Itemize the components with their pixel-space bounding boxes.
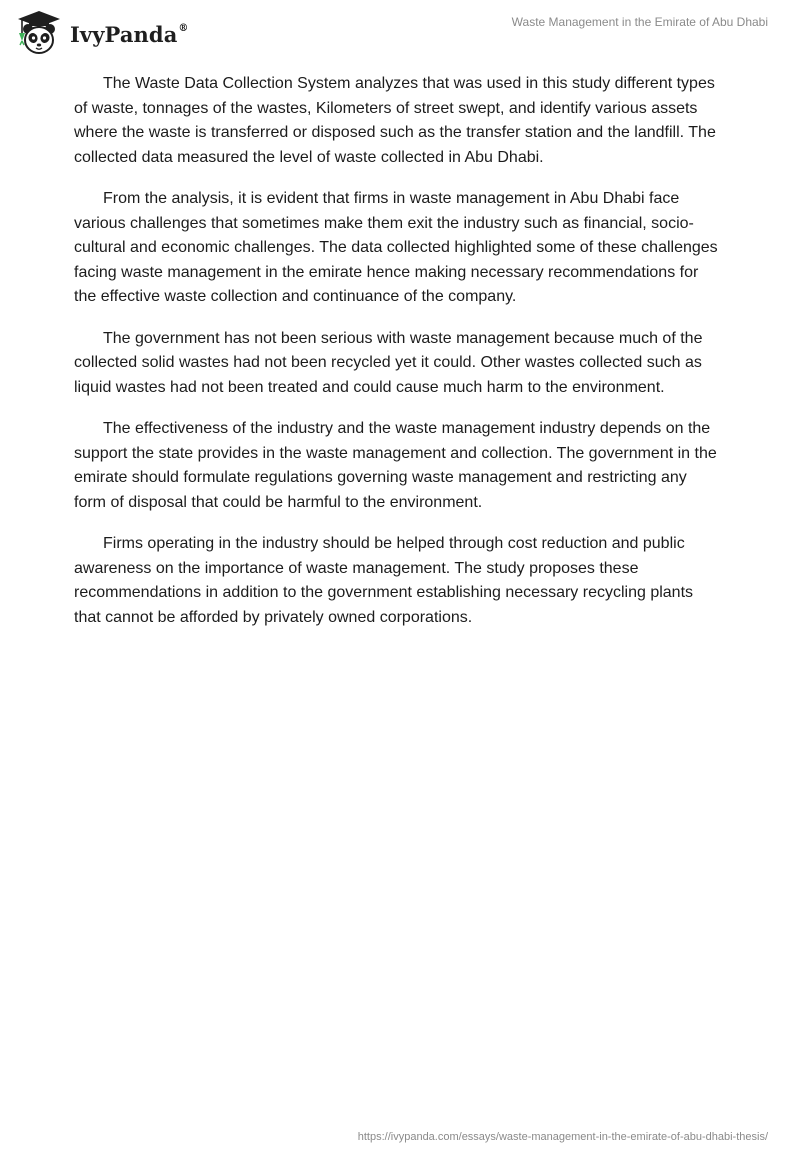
paragraph: From the analysis, it is evident that firms in waste management in Abu Dhabi face various challenges that sometimes make them exit the industry such as financial, socio-cultural and economic challenges. The data collected highlighted some of these challenges facing waste management in the emirate hence making necessary recommendations for the effective waste collection and continuance of the company.: [74, 190, 718, 305]
paragraph: The government has not been serious with waste management because much of the collected solid wastes had not been recycled yet it could. Other wastes collected such as liquid wastes had not been treated and could cause much harm to the environment.: [74, 329, 703, 396]
ivypanda-logo[interactable]: [14, 8, 189, 58]
paragraph: The effectiveness of the industry and the waste management industry depends on the support the state provides in the waste management and collection. The government in the emirate should formulate regulations governing waste management and restricting any form of disposal that could be harmful to the environment.: [74, 420, 717, 511]
source-url[interactable]: https://ivypanda.com/essays/waste-management-in-the-emirate-of-abu-dhabi-thesis/: [357, 1131, 768, 1143]
panda-icon: [14, 9, 64, 57]
brand-name: IvyPanda®: [70, 21, 189, 47]
registered-mark: ®: [178, 22, 189, 34]
paragraph: The Waste Data Collection System analyzes that was used in this study different types of waste, tonnages of the wastes, Kilometers of street swept, and identify various assets where the waste is transferred or disposed such as the transfer station and the landfill. The collected data measured the level of waste collected in Abu Dhabi.: [74, 75, 716, 166]
essay-body: [74, 72, 722, 647]
document-title: Waste Management in the Emirate of Abu Dhabi: [511, 15, 768, 29]
paragraph: Firms operating in the industry should be helped through cost reduction and public awareness on the importance of waste management. The study proposes these recommendations in addition to the government establishing necessary recycling plants that cannot be afforded by privately owned corporations.: [74, 535, 694, 626]
